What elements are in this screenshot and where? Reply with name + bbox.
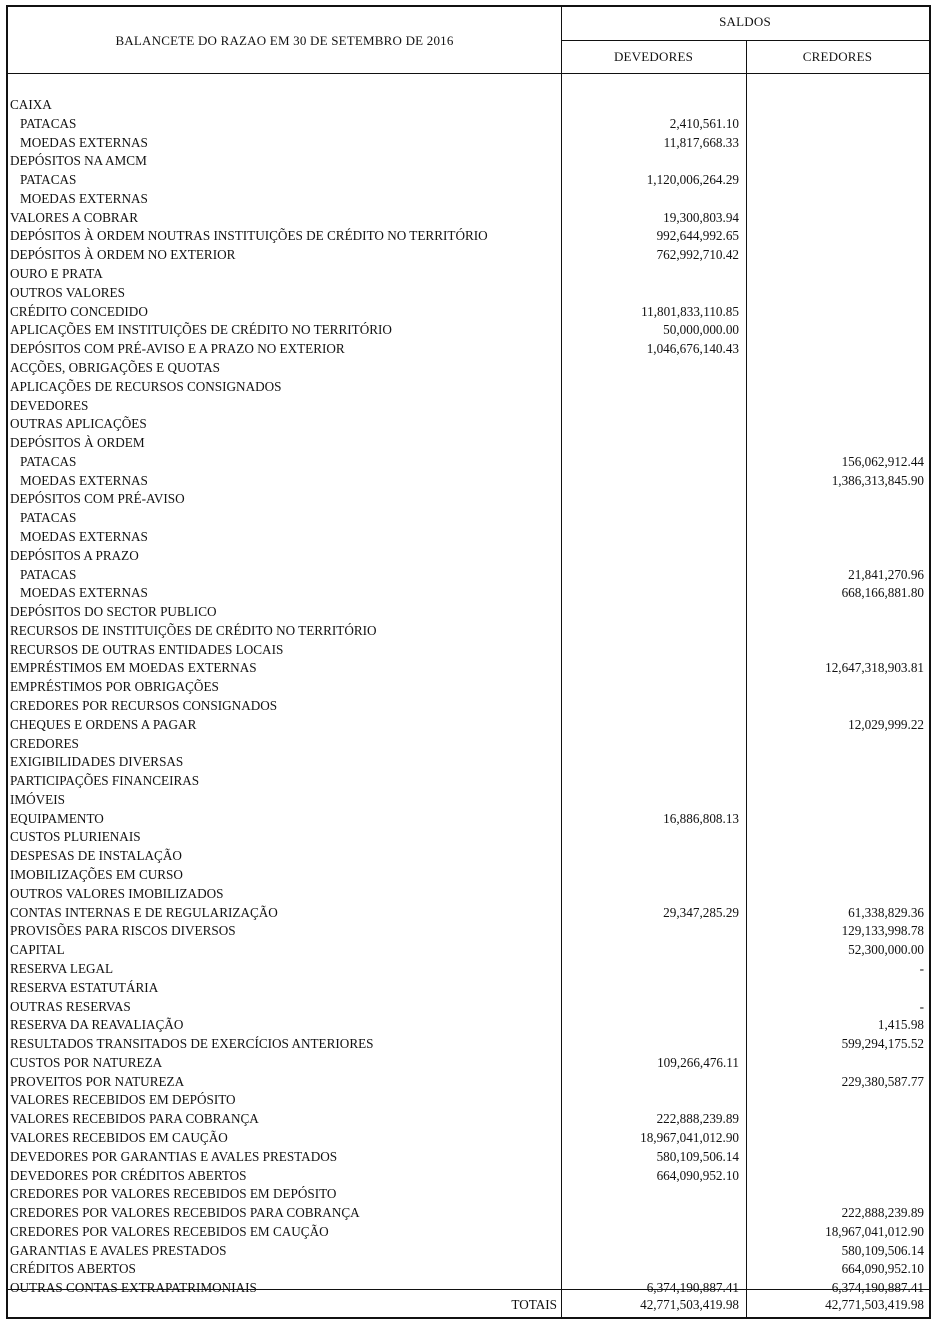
account-label: ACÇÕES, OBRIGAÇÕES E QUOTAS [10,359,220,375]
table-row [8,1223,929,1242]
table-row [8,415,929,434]
table-row [8,397,929,416]
account-label: CREDORES POR VALORES RECEBIDOS EM CAUÇÃO [10,1223,329,1239]
table-row [8,1260,929,1279]
account-label: RESERVA DA REAVALIAÇÃO [10,1017,184,1033]
debit-balance: 580,109,506.14 [656,1148,739,1164]
account-rows [8,96,929,1298]
totals-credit: 42,771,503,419.98 [825,1297,924,1312]
account-label: DESPESAS DE INSTALAÇÃO [10,848,182,864]
debit-balance: 992,644,992.65 [656,228,739,244]
account-label: VALORES RECEBIDOS EM CAUÇÃO [10,1129,228,1145]
table-row [8,1054,929,1073]
report-title: BALANCETE DO RAZAO EM 30 DE SETEMBRO DE 2016 [115,33,454,48]
debit-balance: 18,967,041,012.90 [640,1129,739,1145]
account-label: EXIGIBILIDADES DIVERSAS [10,754,184,770]
account-label: PATACAS [20,115,77,131]
credit-balance: 222,888,239.89 [841,1205,924,1221]
credit-balance: 61,338,829.36 [848,904,924,920]
account-label: PROVEITOS POR NATUREZA [10,1073,185,1089]
table-row [8,847,929,866]
table-row [8,303,929,322]
saldos-header-rule [561,40,929,41]
table-row [8,1035,929,1054]
credit-balance: 229,380,587.77 [841,1073,924,1089]
account-label: MOEDAS EXTERNAS [20,472,148,488]
table-row [8,603,929,622]
account-label: PATACAS [20,566,77,582]
table-row [8,359,929,378]
account-label: IMÓVEIS [10,791,65,807]
table-row [8,171,929,190]
account-label: DEPÓSITOS À ORDEM NOUTRAS INSTITUIÇÕES DE CRÉDITO NO TERRITÓRIO [10,228,488,244]
table-row [8,134,929,153]
credit-balance: 1,386,313,845.90 [831,472,924,488]
table-row [8,828,929,847]
credit-balance: - [919,960,924,976]
account-label: RECURSOS DE INSTITUIÇÕES DE CRÉDITO NO TERRITÓRIO [10,622,377,638]
account-label: RECURSOS DE OUTRAS ENTIDADES LOCAIS [10,641,284,657]
account-label: MOEDAS EXTERNAS [20,585,148,601]
table-row [8,265,929,284]
account-label: PARTICIPAÇÕES FINANCEIRAS [10,773,200,789]
debit-balance: 2,410,561.10 [669,115,739,131]
credit-balance: 21,841,270.96 [848,566,924,582]
account-label: CREDORES [10,735,79,751]
table-row [8,735,929,754]
table-row [8,1016,929,1035]
table-row [8,791,929,810]
totals-label: TOTAIS [511,1297,557,1312]
account-label: MOEDAS EXTERNAS [20,134,148,150]
table-row [8,115,929,134]
table-row [8,1204,929,1223]
table-row [8,152,929,171]
totals-debit: 42,771,503,419.98 [640,1297,739,1312]
account-label: EMPRÉSTIMOS POR OBRIGAÇÕES [10,679,219,695]
account-label: CUSTOS POR NATUREZA [10,1054,163,1070]
table-row [8,584,929,603]
debit-balance: 29,347,285.29 [663,904,739,920]
credit-balance: 52,300,000.00 [848,942,924,958]
debit-balance: 762,992,710.42 [656,247,739,263]
table-row [8,659,929,678]
account-label: CREDORES POR VALORES RECEBIDOS EM DEPÓSITO [10,1186,337,1202]
table-row [8,528,929,547]
account-label: EMPRÉSTIMOS EM MOEDAS EXTERNAS [10,660,257,676]
table-row [8,340,929,359]
account-label: VALORES A COBRAR [10,209,139,225]
account-label: CHEQUES E ORDENS A PAGAR [10,716,197,732]
saldos-header: SALDOS [719,14,771,29]
account-label: OURO E PRATA [10,266,103,282]
table-row [8,509,929,528]
credit-balance: 156,062,912.44 [841,453,924,469]
credit-balance: 668,166,881.80 [841,585,924,601]
account-label: CONTAS INTERNAS E DE REGULARIZAÇÃO [10,904,278,920]
credit-balance: 664,090,952.10 [841,1261,924,1277]
account-label: MOEDAS EXTERNAS [20,528,148,544]
account-label: RESERVA ESTATUTÁRIA [10,979,159,995]
table-row [8,472,929,491]
debit-balance: 11,817,668.33 [663,134,739,150]
table-row [8,490,929,509]
table-row [8,378,929,397]
account-label: DEPÓSITOS NA AMCM [10,153,147,169]
table-row [8,753,929,772]
debit-balance: 19,300,803.94 [663,209,739,225]
table-row [8,960,929,979]
table-row [8,1242,929,1261]
account-label: DEVEDORES POR GARANTIAS E AVALES PRESTADOS [10,1148,338,1164]
credit-balance: 18,967,041,012.90 [825,1223,924,1239]
account-label: DEVEDORES [10,397,89,413]
account-label: PATACAS [20,172,77,188]
table-row [8,434,929,453]
table-row [8,566,929,585]
account-label: OUTRAS APLICAÇÕES [10,416,147,432]
account-label: CAPITAL [10,942,65,958]
table-row [8,190,929,209]
credit-balance: 599,294,175.52 [841,1036,924,1052]
debit-balance: 664,090,952.10 [656,1167,739,1183]
debit-balance: 6,374,190,887.41 [646,1280,739,1296]
table-row [8,979,929,998]
credores-header: CREDORES [802,49,873,64]
table-row [8,622,929,641]
account-label: APLICAÇÕES DE RECURSOS CONSIGNADOS [10,378,282,394]
table-row [8,1185,929,1204]
account-label: PROVISÕES PARA RISCOS DIVERSOS [10,923,236,939]
table-row [8,453,929,472]
account-label: DEPÓSITOS À ORDEM NO EXTERIOR [10,247,236,263]
debit-balance: 1,120,006,264.29 [646,172,739,188]
account-label: VALORES RECEBIDOS EM DEPÓSITO [10,1092,236,1108]
credit-balance: 12,647,318,903.81 [825,660,924,676]
table-row [8,1091,929,1110]
table-row [8,284,929,303]
header-bottom-rule [8,73,929,74]
table-row [8,678,929,697]
credit-balance: 6,374,190,887.41 [831,1280,924,1296]
table-row [8,1167,929,1186]
table-row [8,772,929,791]
table-row [8,941,929,960]
account-label: DEPÓSITOS A PRAZO [10,547,139,563]
account-label: DEPÓSITOS À ORDEM [10,435,145,451]
account-label: RESERVA LEGAL [10,960,114,976]
account-label: DEVEDORES POR CRÉDITOS ABERTOS [10,1167,247,1183]
account-label: IMOBILIZAÇÕES EM CURSO [10,867,183,883]
table-row [8,904,929,923]
table-row [8,1129,929,1148]
table-row [8,998,929,1017]
account-label: CREDORES POR RECURSOS CONSIGNADOS [10,698,278,713]
account-label: OUTROS VALORES IMOBILIZADOS [10,885,224,901]
account-label: OUTROS VALORES [10,284,125,300]
account-label: DEPÓSITOS COM PRÉ-AVISO E A PRAZO NO EXTERIOR [10,341,345,357]
table-row [8,547,929,566]
debit-balance: 11,801,833,110.85 [641,303,739,319]
credit-balance: 129,133,998.78 [841,923,924,939]
debit-balance: 222,888,239.89 [656,1111,739,1127]
table-row [8,209,929,228]
table-row [8,1279,929,1298]
table-row [8,227,929,246]
account-label: RESULTADOS TRANSITADOS DE EXERCÍCIOS ANTERIORES [10,1036,374,1052]
account-label: PATACAS [20,510,77,526]
account-label: DEPÓSITOS COM PRÉ-AVISO [10,491,185,507]
credit-balance: - [919,998,924,1014]
table-row [8,1110,929,1129]
account-label: CAIXA [10,97,52,112]
credit-balance: 580,109,506.14 [841,1242,924,1258]
devedores-header: DEVEDORES [613,49,694,64]
account-label: DEPÓSITOS DO SECTOR PUBLICO [10,604,217,620]
debit-balance: 109,266,476.11 [657,1054,739,1070]
account-label: EQUIPAMENTO [10,810,104,826]
account-label: CRÉDITO CONCEDIDO [10,303,148,319]
table-row [8,885,929,904]
table-row [8,246,929,265]
debit-balance: 50,000,000.00 [663,322,739,338]
table-row [8,810,929,829]
credit-balance: 1,415.98 [877,1017,924,1033]
account-label: OUTRAS RESERVAS [10,998,131,1014]
table-row [8,1148,929,1167]
table-row [8,697,929,716]
table-row [8,1073,929,1092]
account-label: CRÉDITOS ABERTOS [10,1261,136,1277]
account-label: OUTRAS CONTAS EXTRAPATRIMONIAIS [10,1280,257,1296]
account-label: PATACAS [20,453,77,469]
table-row [8,321,929,340]
table-row [8,922,929,941]
account-label: CREDORES POR VALORES RECEBIDOS PARA COBRANÇA [10,1205,360,1221]
account-label: MOEDAS EXTERNAS [20,190,148,206]
balance-sheet-table [6,5,931,1319]
debit-balance: 16,886,808.13 [663,810,739,826]
account-label: APLICAÇÕES EM INSTITUIÇÕES DE CRÉDITO NO TERRITÓRIO [10,322,392,338]
account-label: GARANTIAS E AVALES PRESTADOS [10,1242,227,1258]
credit-balance: 12,029,999.22 [848,716,924,732]
debit-balance: 1,046,676,140.43 [646,341,739,357]
table-row [8,866,929,885]
account-label: VALORES RECEBIDOS PARA COBRANÇA [10,1111,259,1127]
account-label: CUSTOS PLURIENAIS [10,829,141,845]
table-row [8,96,929,115]
table-row [8,641,929,660]
table-row [8,716,929,735]
